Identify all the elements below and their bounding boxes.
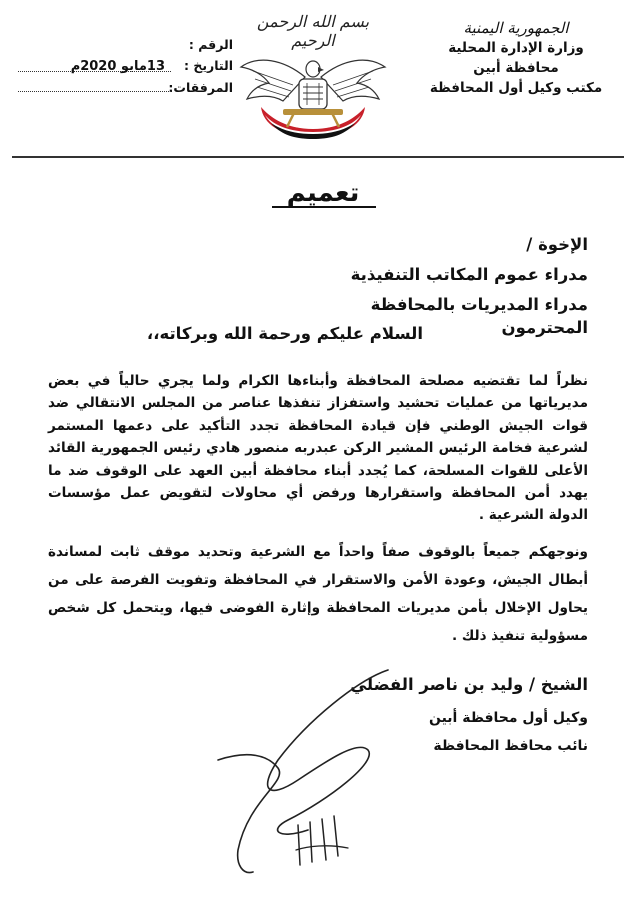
- handwritten-signature-icon: [208, 650, 428, 890]
- signatory-role-2: نائب محافظ المحافظة: [433, 738, 588, 754]
- greeting: السلام عليكم ورحمة الله وبركاته،،: [146, 324, 423, 343]
- ref-value: [18, 34, 171, 49]
- letterhead-right: [416, 18, 616, 98]
- yemen-eagle-emblem-icon: [238, 12, 388, 142]
- governorate-name: محافظة أبين: [473, 60, 559, 76]
- emblem-area: [238, 12, 388, 142]
- ref-row: [18, 34, 233, 55]
- body-paragraph-1: نظراً لما تقتضيه مصلحة المحافظة وأبناءها الكرام ولما يجري حالياً في بعض مديرياتها من عمليات تحشيد واستفزاز تنفذها عناصر من المجلس الانتقالي ضد قوات الجيش الوطني فإن قيادة المحافظة تجدد التأكيد على دعمها المستمر لشرعية فخامة الرئيس المشير الركن عبدربه منصور هادي رئيس الجمهورية القائد الأعلى للقوات المسلحة، كما يُجدد أبناء محافظة أبين العهد على الوقوف ضد ما يهدد أمن المحافظة واستقرارها ورفض أي محاولات لتقويض عمل مؤسسات الدولة الشرعية .: [48, 373, 588, 524]
- document-title: تعميم: [286, 178, 360, 208]
- attachments-label: المرفقات:: [168, 80, 233, 95]
- republic-name: الجمهورية اليمنية: [463, 19, 569, 37]
- title-underline: [272, 206, 376, 208]
- addressee-brothers: الإخوة /: [526, 235, 588, 254]
- date-value: 13مايو 2020م: [18, 56, 171, 72]
- office-name: مكتب وكيل أول المحافظة: [429, 80, 603, 96]
- ministry-name: وزارة الإدارة المحلية: [448, 40, 584, 56]
- header-divider: [12, 156, 624, 158]
- date-label: التاريخ :: [183, 58, 233, 73]
- addressee-line-1: مدراء عموم المكاتب التنفيذية: [350, 265, 588, 284]
- signatory-role-1: وكيل أول محافظة أبين: [428, 710, 588, 726]
- date-row: [18, 55, 233, 76]
- addressees: [351, 230, 588, 320]
- signatory-name: الشيخ / وليد بن ناصر الفضلي: [350, 675, 588, 694]
- attachments-value: [18, 76, 171, 92]
- basmala: بسم الله الرحمن الرحيم: [256, 12, 370, 50]
- letterhead-left: [18, 34, 233, 98]
- body-paragraph-2: ونوجهكم جميعاً بالوقوف صفاً واحداً مع الشرعية وتحديد موقف ثابت لمساندة أبطال الجيش، وعودة الأمن والاستقرار في المحافظة وتفويت الفرصة على من يحاول الإخلال بأمن مديريات المحافظة وإثارة الفوضى فيها، ويتحمل كل شخص مسؤولية تنفيذ ذلك .: [48, 544, 588, 644]
- attachments-row: [18, 76, 233, 98]
- ref-label: الرقم :: [188, 37, 233, 52]
- addressee-line-2: مدراء المديريات بالمحافظة: [370, 295, 588, 314]
- honored-label: المحترمون: [501, 318, 588, 337]
